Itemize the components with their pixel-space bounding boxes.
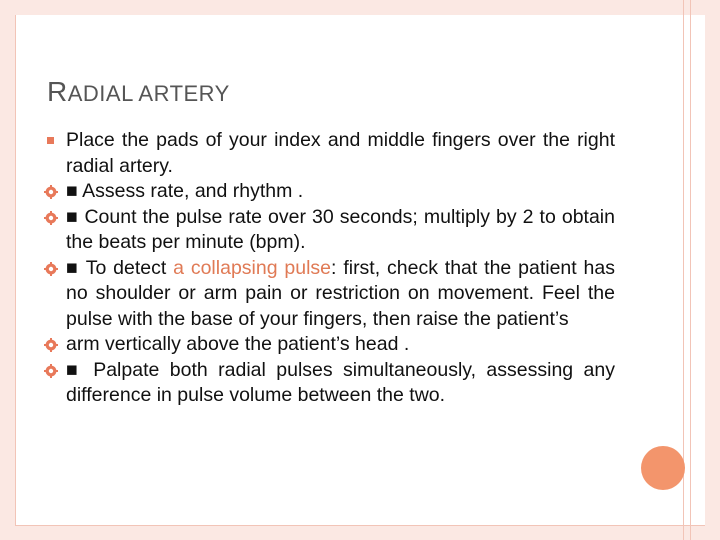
list-item-text: Place the pads of your index and middle fingers over the right radial artery. xyxy=(66,129,615,177)
title-rest: ADIAL ARTERY xyxy=(67,81,230,106)
page-title xyxy=(47,76,230,108)
list-item xyxy=(45,332,615,358)
list-item xyxy=(45,179,615,205)
list-item-text: ■ Count the pulse rate over 30 seconds; multiply by 2 to obtain the beats per minute (bpm). xyxy=(66,205,615,253)
list-item xyxy=(45,128,615,179)
title-initial: R xyxy=(47,76,68,107)
decorative-circle xyxy=(641,446,685,490)
list-item-text: ■ Palpate both radial pulses simultaneously, assessing any difference in pulse volume between the two. xyxy=(66,358,615,406)
gear-bullet-icon xyxy=(45,179,61,204)
right-border-line-outer xyxy=(690,0,691,540)
highlighted-term: a collapsing pulse xyxy=(173,256,332,279)
gear-bullet-icon xyxy=(45,256,61,281)
bottom-border-line xyxy=(15,525,705,526)
list-item xyxy=(45,205,615,256)
gear-bullet-icon xyxy=(45,332,61,357)
list-item-text-after: : first, check that the patient has no shoulder or arm pain or restriction on movement. Feel the pulse with the base of your fingers, then raise the patient’s xyxy=(66,256,615,330)
list-item xyxy=(45,358,615,409)
gear-bullet-icon xyxy=(45,205,61,230)
list-item xyxy=(45,256,615,333)
list-item-text: arm vertically above the patient’s head . xyxy=(66,333,410,355)
list-item-text: ■ Assess rate, and rhythm . xyxy=(66,180,304,202)
list-item-text-before: ■ To detect xyxy=(66,256,174,279)
gear-bullet-icon xyxy=(45,358,61,383)
left-border-line xyxy=(15,15,16,526)
bullet-list xyxy=(45,128,615,409)
square-bullet-icon xyxy=(45,128,61,153)
